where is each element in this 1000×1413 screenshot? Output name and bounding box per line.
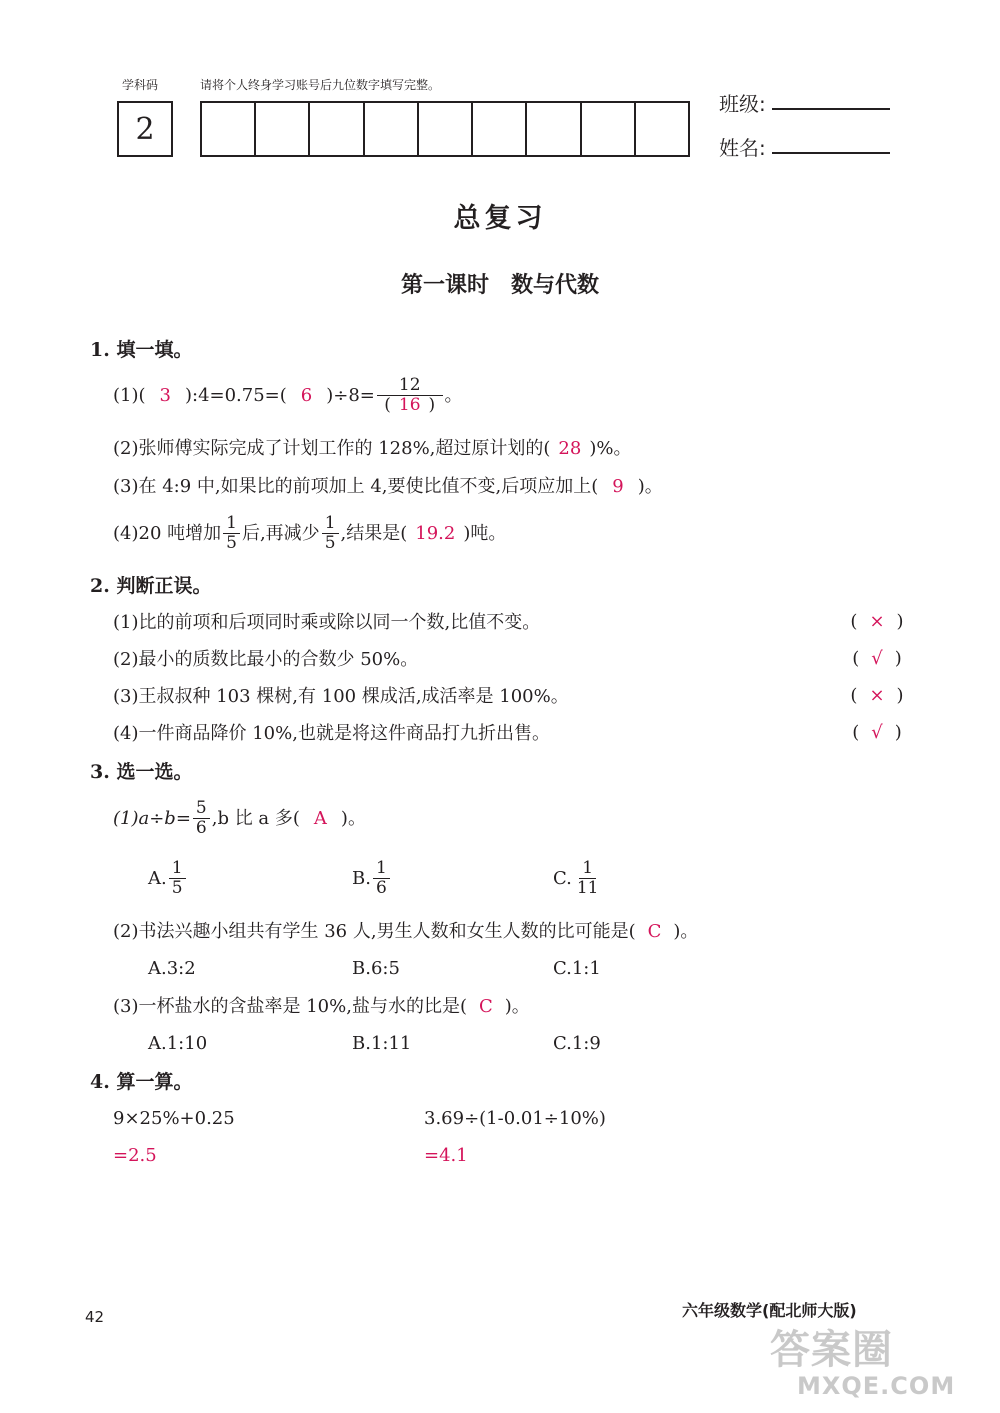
q3-2-text-b: )。 (673, 921, 699, 942)
q3-1-fraction (193, 799, 210, 838)
question-2-heading (90, 574, 211, 598)
fraction-denominator: 5 (324, 533, 336, 553)
digit-box[interactable] (527, 103, 581, 155)
q1-item-4 (113, 514, 506, 553)
q3-2-option-a[interactable]: A.3:2 (148, 958, 196, 979)
question-number: 3. (90, 761, 110, 783)
digit-box[interactable] (310, 103, 364, 155)
fraction-numerator: 5 (193, 799, 210, 819)
q1-1-text-b: ):4=0.75=( (184, 384, 287, 406)
q1-4-text-d: )吨。 (463, 522, 507, 544)
class-label: 班级: (719, 92, 766, 116)
q1-4-text-a: (4)20 吨增加 (113, 522, 222, 544)
question-number: 1. (90, 339, 110, 361)
q1-3-answer[interactable]: 9 (612, 476, 624, 497)
subject-code-box (117, 101, 173, 157)
fraction-numerator: 1 (322, 514, 339, 534)
q3-1-text-b: ,b 比 a 多( (211, 807, 300, 829)
q4-right-expression: 3.69÷(1-0.01÷10%) (424, 1108, 606, 1129)
fraction-denominator: 5 (226, 533, 237, 553)
q4-right-answer[interactable]: =4.1 (424, 1145, 468, 1166)
q1-2-text-b: )%。 (589, 438, 632, 459)
q2-item-1-text: (1)比的前项和后项同时乘或除以同一个数,比值不变。 (113, 612, 541, 633)
digit-box[interactable] (636, 103, 688, 155)
q1-1-answer-c[interactable]: 16 (398, 395, 421, 415)
fraction-numerator: 1 (223, 514, 240, 534)
q3-1-option-c[interactable] (553, 859, 604, 898)
q3-3-text-b: )。 (504, 996, 530, 1017)
watermark-logo: 答案圈 (770, 1327, 893, 1373)
name-field[interactable] (772, 152, 890, 154)
q1-4-text-b: 后,再减少 (241, 522, 320, 544)
q2-item-4-text: (4)一件商品降价 10%,也就是将这件商品打九折出售。 (113, 723, 550, 744)
q1-3-text-a: (3)在 4:9 中,如果比的前项加上 4,要使比值不变,后项应加上( (113, 476, 599, 497)
q1-2-text-a: (2)张师傅实际完成了计划工作的 128%,超过原计划的( (113, 438, 551, 459)
paren-open: ( (850, 685, 858, 706)
q1-1-answer-b[interactable]: 6 (300, 384, 313, 406)
name-label: 姓名: (719, 136, 766, 160)
q3-2-option-b[interactable]: B.6:5 (352, 958, 400, 979)
option-fraction (574, 859, 602, 898)
option-fraction (169, 859, 186, 898)
q3-1-option-b[interactable] (352, 859, 392, 898)
option-letter: A. (148, 867, 167, 889)
question-3-heading (90, 760, 192, 784)
paren-close: ) (428, 395, 436, 415)
paren-close: ) (896, 611, 904, 632)
question-heading: 填一填。 (116, 339, 193, 361)
q2-item-4-judge[interactable] (842, 722, 912, 743)
q4-left-answer[interactable]: =2.5 (113, 1145, 157, 1166)
q1-item-2 (113, 437, 631, 461)
q1-4-fraction-1 (223, 514, 240, 553)
q3-2-answer[interactable]: C (647, 921, 662, 942)
q1-4-answer[interactable]: 19.2 (415, 522, 456, 544)
fraction-denominator: 6 (195, 818, 207, 838)
q1-3-text-b: )。 (637, 476, 663, 497)
paren-close: ) (894, 722, 902, 743)
q3-1-text-a: (1)a÷b= (113, 807, 191, 829)
digit-box[interactable] (365, 103, 419, 155)
q3-item-2 (113, 920, 698, 944)
q2-item-2-judge[interactable] (842, 648, 912, 669)
fraction-denominator: 6 (375, 878, 387, 898)
question-number: 4. (90, 1071, 110, 1093)
paren-open: ( (850, 611, 858, 632)
fraction-numerator: 1 (169, 859, 186, 879)
q3-3-text-a: (3)一杯盐水的含盐率是 10%,盐与水的比是( (113, 996, 467, 1017)
question-1-heading (90, 338, 192, 362)
class-field[interactable] (772, 108, 890, 110)
page-number: 42 (85, 1308, 105, 1326)
q2-item-1-judge[interactable] (842, 611, 912, 632)
q2-item-3-judge[interactable] (842, 685, 912, 706)
page-title: 总复习 (453, 203, 547, 234)
q3-3-option-a[interactable]: A.1:10 (148, 1033, 208, 1054)
fraction-numerator: 1 (579, 859, 596, 879)
q1-item-1 (113, 376, 463, 415)
book-name: 六年级数学(配北师大版) (682, 1301, 857, 1320)
q1-1-text-end: 。 (444, 384, 463, 406)
question-heading: 判断正误。 (116, 575, 212, 597)
q3-2-text-a: (2)书法兴趣小组共有学生 36 人,男生人数和女生人数的比可能是( (113, 921, 636, 942)
q3-item-3 (113, 995, 530, 1019)
subject-code-label: 学科码 (122, 78, 159, 92)
q1-2-answer[interactable]: 28 (558, 438, 582, 459)
watermark-url: MXQE.COM (797, 1372, 956, 1400)
paren-open: ( (852, 648, 860, 669)
fraction-denominator: 11 (576, 878, 599, 898)
question-number: 2. (90, 575, 110, 597)
digit-box[interactable] (202, 103, 256, 155)
q3-1-text-c: )。 (340, 807, 366, 829)
digit-box[interactable] (419, 103, 473, 155)
q1-4-fraction-2 (322, 514, 339, 553)
option-letter: C. (553, 867, 572, 889)
option-fraction (373, 859, 390, 898)
paren-close: ) (896, 685, 904, 706)
cross-mark-icon[interactable]: × (869, 611, 885, 632)
q3-item-1 (113, 799, 366, 838)
check-mark-icon[interactable]: √ (871, 722, 883, 743)
account-digit-boxes[interactable] (200, 101, 690, 157)
question-heading: 选一选。 (116, 761, 193, 783)
paren-open: ( (852, 722, 860, 743)
q1-4-text-c: ,结果是( (340, 522, 408, 544)
check-mark-icon[interactable]: √ (871, 648, 883, 669)
paren-open: ( (384, 395, 391, 415)
account-instruction: 请将个人终身学习账号后九位数字填写完整。 (200, 78, 441, 92)
fraction-denominator (381, 396, 438, 415)
cross-mark-icon[interactable]: × (869, 685, 885, 706)
digit-box[interactable] (473, 103, 527, 155)
q3-3-answer[interactable]: C (478, 996, 493, 1017)
q1-1-text-c: )÷8= (326, 384, 375, 406)
digit-box[interactable] (582, 103, 636, 155)
lesson-subtitle: 第一课时 数与代数 (400, 273, 599, 298)
q1-item-3 (113, 475, 663, 499)
q2-item-3-text: (3)王叔叔种 103 棵树,有 100 棵成活,成活率是 100%。 (113, 686, 569, 707)
q1-1-fraction (377, 376, 443, 415)
question-4-heading (90, 1070, 192, 1094)
fraction-numerator: 12 (377, 376, 443, 396)
q3-1-answer[interactable]: A (313, 807, 327, 829)
q1-1-text-a: (1)( (113, 384, 146, 406)
q3-3-option-c[interactable]: C.1:9 (553, 1033, 601, 1054)
q2-item-2-text: (2)最小的质数比最小的合数少 50%。 (113, 649, 419, 670)
q1-1-answer-a[interactable]: 3 (159, 384, 171, 406)
option-letter: B. (352, 867, 371, 889)
fraction-denominator: 5 (171, 878, 183, 898)
fraction-numerator: 1 (373, 859, 390, 879)
q3-2-option-c[interactable]: C.1:1 (553, 958, 601, 979)
paren-close: ) (894, 648, 902, 669)
subject-code-value: 2 (135, 111, 155, 147)
question-heading: 算一算。 (116, 1071, 193, 1093)
q4-left-expression: 9×25%+0.25 (113, 1108, 235, 1129)
digit-box[interactable] (256, 103, 310, 155)
q3-1-option-a[interactable] (148, 859, 188, 898)
q3-3-option-b[interactable]: B.1:11 (352, 1033, 412, 1054)
